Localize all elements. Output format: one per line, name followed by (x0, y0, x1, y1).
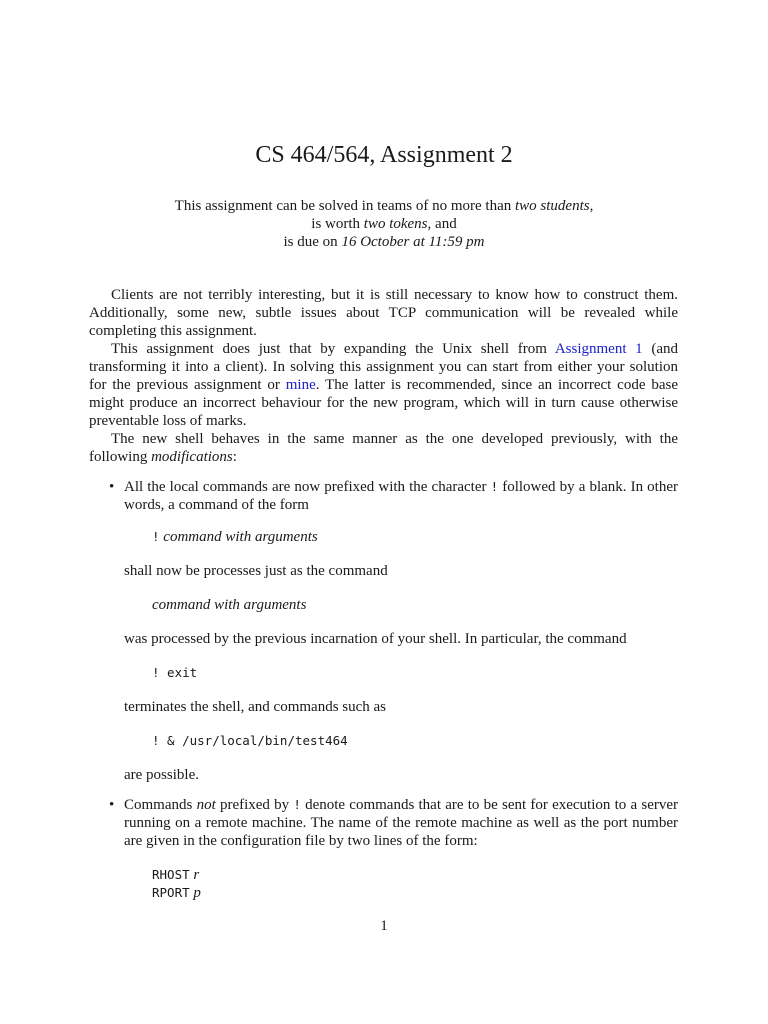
inline-code: ! (293, 797, 301, 812)
config-key: RPORT (152, 885, 190, 900)
bullet-text-part: prefixed by (215, 797, 294, 813)
terms-line-due (0, 233, 768, 251)
bullet-line: was processed by the previous incarnation of your shell. In particular, the command (124, 631, 627, 647)
config-line (152, 866, 678, 884)
config-key: RHOST (152, 867, 190, 882)
list-item (89, 796, 678, 902)
code-placeholder: command with arguments (152, 597, 307, 613)
bullet-text (124, 796, 678, 850)
bullet-text-part: All the local commands are now prefixed with the character (124, 479, 491, 495)
bullet-line: terminates the shell, and commands such as (124, 699, 387, 715)
code-mono: ! (152, 529, 160, 544)
config-variable: p (193, 885, 201, 901)
intro-paragraph: Clients are not terribly interesting, but it is still necessary to know how to construct them. Additionally, some new, subtle issues about TCP communication will be revealed while completing this assignment. (89, 287, 678, 339)
bullet-line: are possible. (124, 767, 199, 783)
terms-text: is due on (283, 234, 342, 250)
bullet-text (124, 478, 678, 514)
paragraph-text: : (232, 449, 237, 465)
terms-line-tokens (0, 215, 768, 233)
document-body (89, 286, 678, 902)
assignment-terms (0, 197, 768, 251)
modifications-paragraph (89, 430, 678, 466)
bullet-text-part: Commands (124, 797, 197, 813)
bullet-text-part: denote commands that are to be sent for execution to a server running on a remote machine. The name of the remote machine as well as the port number are given in the configuration file by two lines of the form: (124, 797, 678, 849)
config-line (152, 884, 678, 902)
terms-emphasis: two students (515, 198, 590, 214)
approach-paragraph (89, 340, 678, 430)
terms-text: is worth (311, 216, 364, 232)
bullet-icon: • (109, 797, 115, 813)
paragraph-emphasis: modifications (151, 449, 233, 465)
bullet-text-part: followed by a blank. In other words, a command of the form (124, 479, 679, 513)
page-number: 1 (380, 918, 388, 934)
code-placeholder: command with arguments (163, 529, 318, 545)
bullet-emphasis: not (196, 797, 216, 813)
terms-text: , and (427, 216, 457, 232)
code-line (152, 596, 678, 614)
paragraph-text: . The latter is recommended, since an incorrect code base might produce an incorrect behaviour for the new program, which will in turn cause otherwise preventable loss of marks. (89, 377, 678, 429)
paragraph-text: (and transforming it into a client). In solving this assignment you can start from either your solution for the previous assignment or (89, 341, 679, 393)
bullet-icon: • (109, 479, 115, 495)
terms-line-teams (0, 197, 768, 215)
config-variable: r (193, 867, 200, 883)
paragraph-text: This assignment does just that by expanding the Unix shell from (111, 341, 555, 357)
code-line: ! & /usr/local/bin/test464 (152, 733, 348, 748)
paragraph-text: The new shell behaves in the same manner as the one developed previously, with the following (89, 431, 678, 465)
terms-emphasis: two tokens (363, 216, 428, 232)
modifications-list (89, 478, 678, 902)
document-title: CS 464/564, Assignment 2 (255, 142, 513, 168)
mine-link[interactable]: mine (285, 377, 316, 393)
bullet-line: shall now be processes just as the command (124, 563, 388, 579)
code-line: ! exit (152, 665, 198, 680)
list-item (89, 478, 678, 784)
code-line (152, 528, 678, 546)
inline-code: ! (490, 479, 499, 494)
due-date: 16 October at 11:59 pm (341, 234, 485, 250)
assignment-1-link[interactable]: Assignment 1 (554, 341, 643, 357)
terms-text: , (589, 198, 594, 214)
terms-text: This assignment can be solved in teams of no more than (174, 198, 515, 214)
